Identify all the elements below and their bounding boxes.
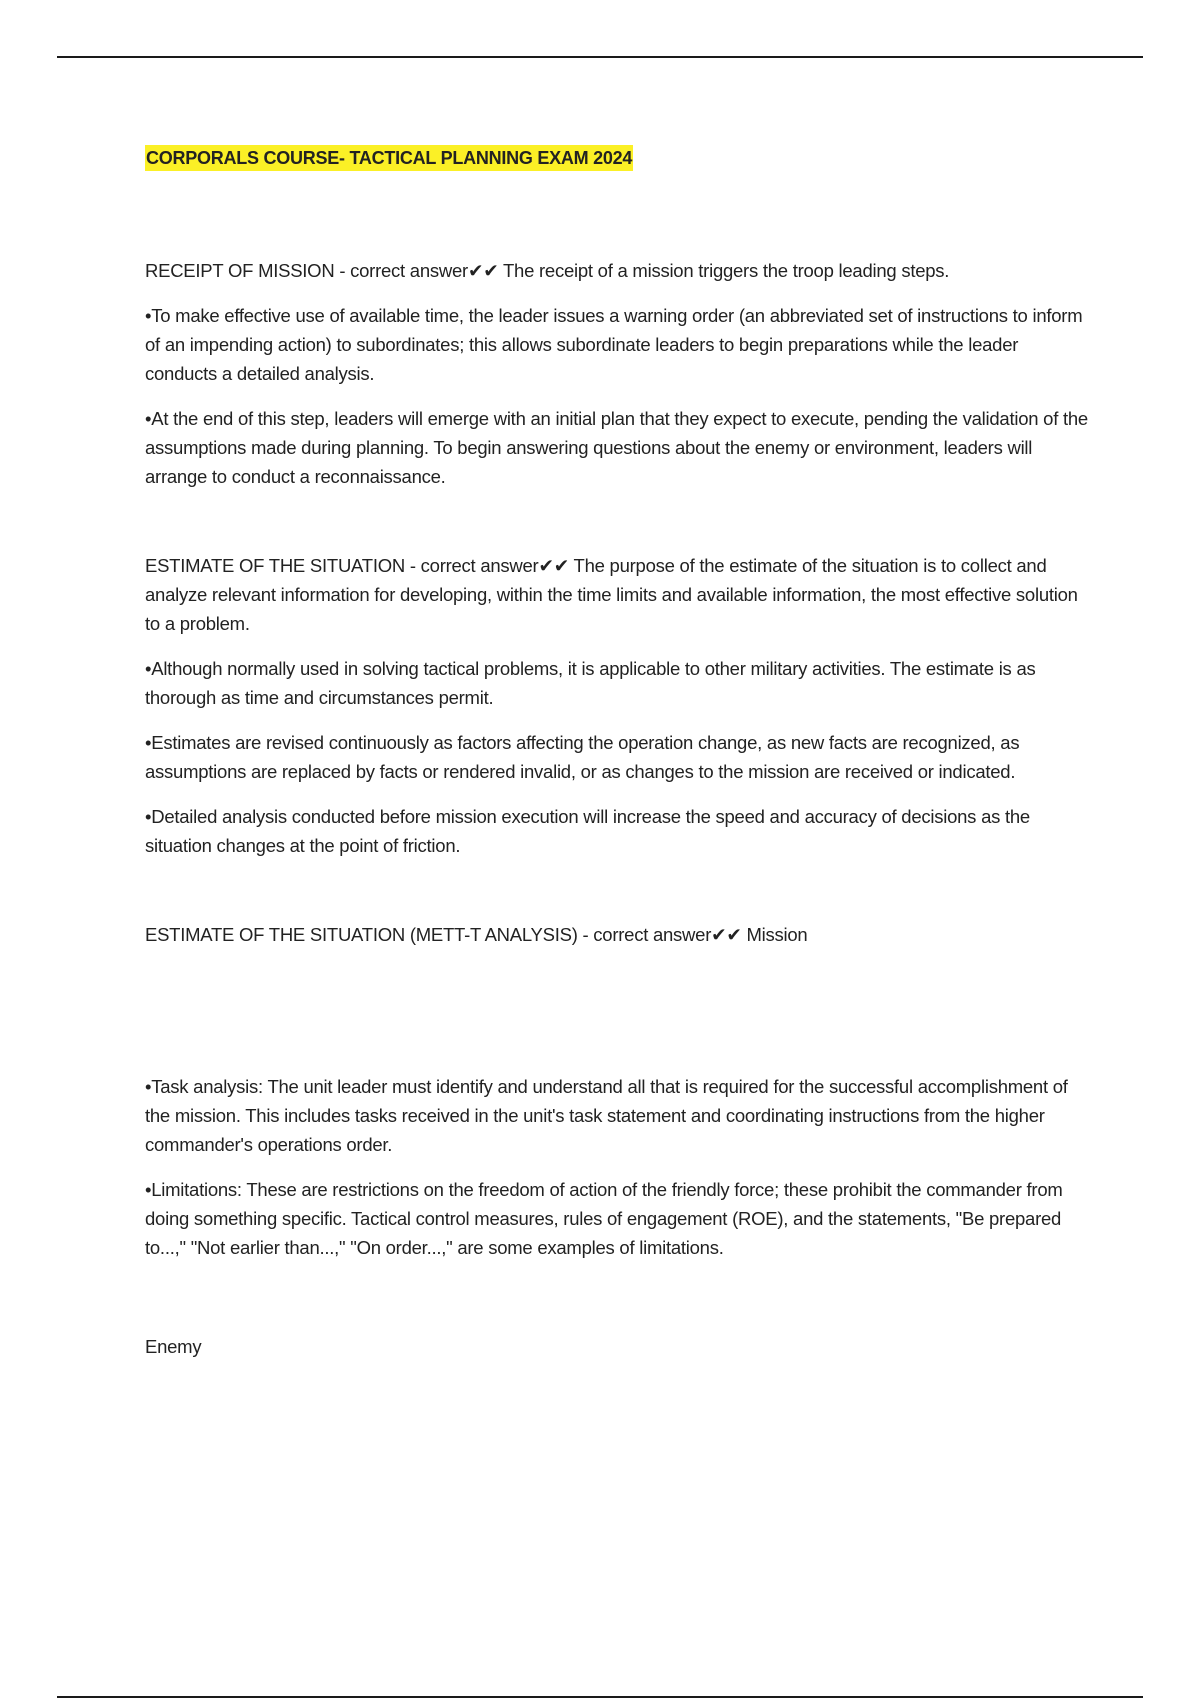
section-heading: RECEIPT OF MISSION - correct answer✔✔ The receipt of a mission triggers the troop leading steps. xyxy=(145,260,950,281)
bullet-paragraph: •To make effective use of available time, the leader issues a warning order (an abbreviated set of instructions to inform of an impending action) to subordinates; this allows subordinate leaders to begin preparations while the leader conducts a detailed analysis. xyxy=(145,305,1083,384)
bullet-paragraph: •Limitations: These are restrictions on the freedom of action of the friendly force; these prohibit the commander from doing something specific. Tactical control measures, rules of engagement (ROE), and the statements, "Be prepared to...," "Not earlier than...," "On order...," are some examples of limitations. xyxy=(145,1179,1063,1258)
top-rule xyxy=(57,56,1143,58)
bullet-paragraph: •Although normally used in solving tactical problems, it is applicable to other military activities. The estimate is as thorough as time and circumstances permit. xyxy=(145,658,1036,708)
section-heading: ESTIMATE OF THE SITUATION - correct answer✔✔ The purpose of the estimate of the situation is to collect and analyze relevant information for developing, within the time limits and available information, the most effective solution to a problem. xyxy=(145,555,1078,634)
document-body xyxy=(145,145,1090,1377)
bullet-paragraph: •Task analysis: The unit leader must identify and understand all that is required for the successful accomplishment of the mission. This includes tasks received in the unit's task statement and coordinating instructions from the higher commander's operations order. xyxy=(145,1076,1068,1155)
bullet-paragraph: •Estimates are revised continuously as factors affecting the operation change, as new facts are recognized, as assumptions are replaced by facts or rendered invalid, or as changes to the mission are received or indicated. xyxy=(145,732,1020,782)
bottom-rule xyxy=(57,1696,1143,1698)
section-receipt-of-mission xyxy=(145,256,1090,491)
section-mett-t-analysis xyxy=(145,920,1090,1262)
bullet-paragraph: •Detailed analysis conducted before mission execution will increase the speed and accuracy of decisions as the situation changes at the point of friction. xyxy=(145,806,1030,856)
enemy-label: Enemy xyxy=(145,1336,202,1357)
section-heading: ESTIMATE OF THE SITUATION (METT-T ANALYSIS) - correct answer✔✔ Mission xyxy=(145,924,808,945)
document-title: CORPORALS COURSE- TACTICAL PLANNING EXAM 2024 xyxy=(145,145,633,171)
bullet-paragraph: •At the end of this step, leaders will emerge with an initial plan that they expect to execute, pending the validation of the assumptions made during planning. To begin answering questions about the enemy or environment, leaders will arrange to conduct a reconnaissance. xyxy=(145,408,1088,487)
section-estimate-of-situation xyxy=(145,551,1090,860)
